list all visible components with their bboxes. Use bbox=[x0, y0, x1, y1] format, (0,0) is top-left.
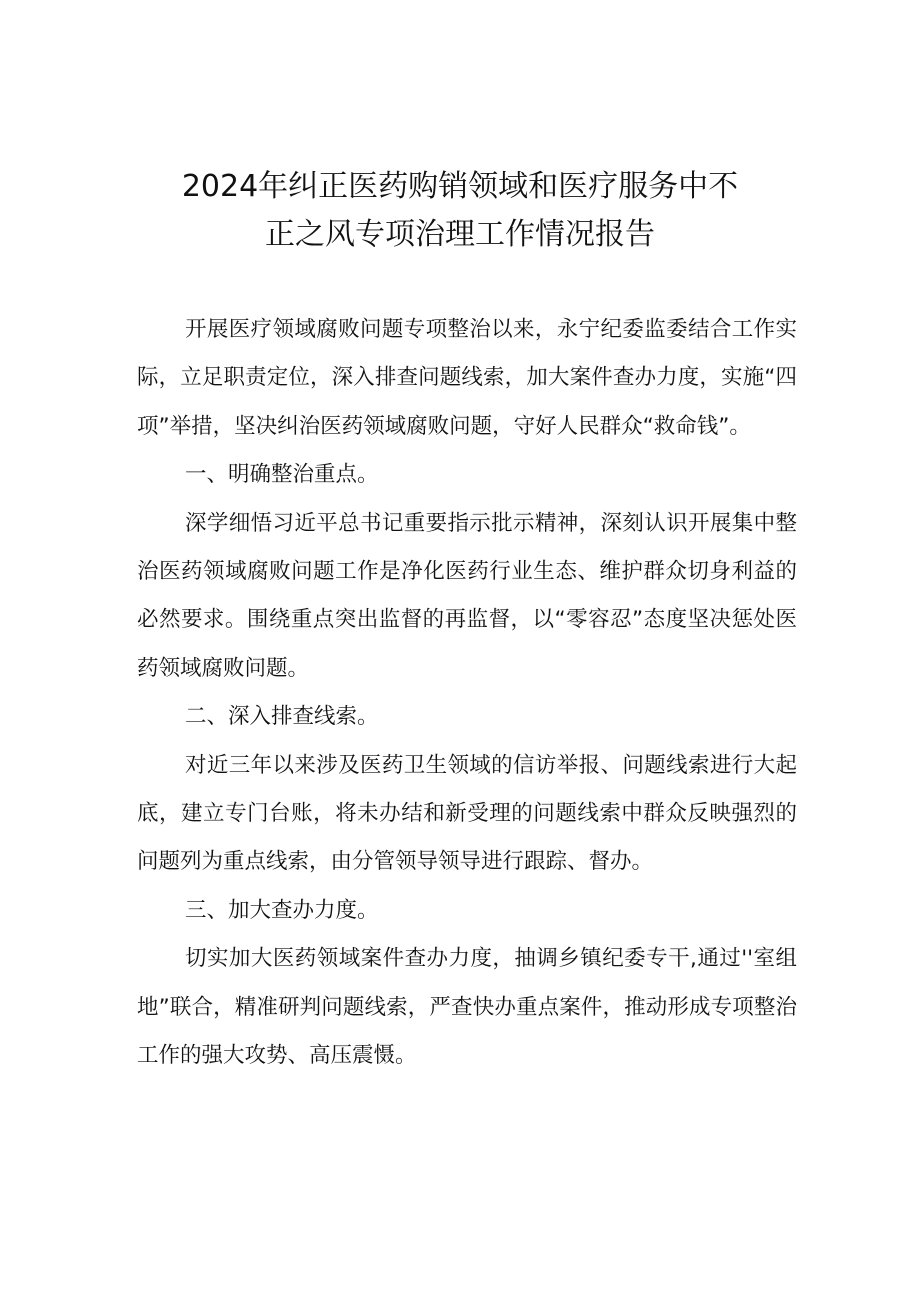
section-heading-2: 二、深入排查线索。 bbox=[185, 704, 379, 730]
section-body-3: 切实加大医药领域案件查办力度，抽调乡镇纪委专干,通过''室组地”联合，精准研判问题线索，严查快办重点案件，推动形成专项整治工作的强大攻势、高压震慑。 bbox=[137, 946, 797, 1069]
title-line-1: 2024年纠正医药购销领域和医疗服务中不 bbox=[181, 169, 739, 204]
document-body bbox=[137, 306, 797, 1081]
section-body-2: 对近三年以来涉及医药卫生领域的信访举报、问题线索进行大起底，建立专门台账，将未办结和新受理的问题线索中群众反映强烈的问题列为重点线索，由分管领导领导进行跟踪、督办。 bbox=[137, 752, 797, 875]
section-heading-1: 一、明确整治重点。 bbox=[185, 462, 379, 488]
section-body-1: 深学细悟习近平总书记重要指示批示精神，深刻认识开展集中整治医药领域腐败问题工作是净化医药行业生态、维护群众切身利益的必然要求。围绕重点突出监督的再监督，以“零容忍”态度坚决惩处医药领域腐败问题。 bbox=[137, 510, 797, 681]
section-heading-3: 三、加大查办力度。 bbox=[185, 897, 379, 923]
title-line-2: 正之风专项治理工作情况报告 bbox=[265, 217, 655, 252]
document-title bbox=[130, 163, 790, 259]
intro-paragraph: 开展医疗领域腐败问题专项整治以来，永宁纪委监委结合工作实际，立足职责定位，深入排查问题线索，加大案件查办力度，实施“四项”举措，坚决纠治医药领域腐败问题，守好人民群众“救命钱”。 bbox=[137, 317, 797, 439]
